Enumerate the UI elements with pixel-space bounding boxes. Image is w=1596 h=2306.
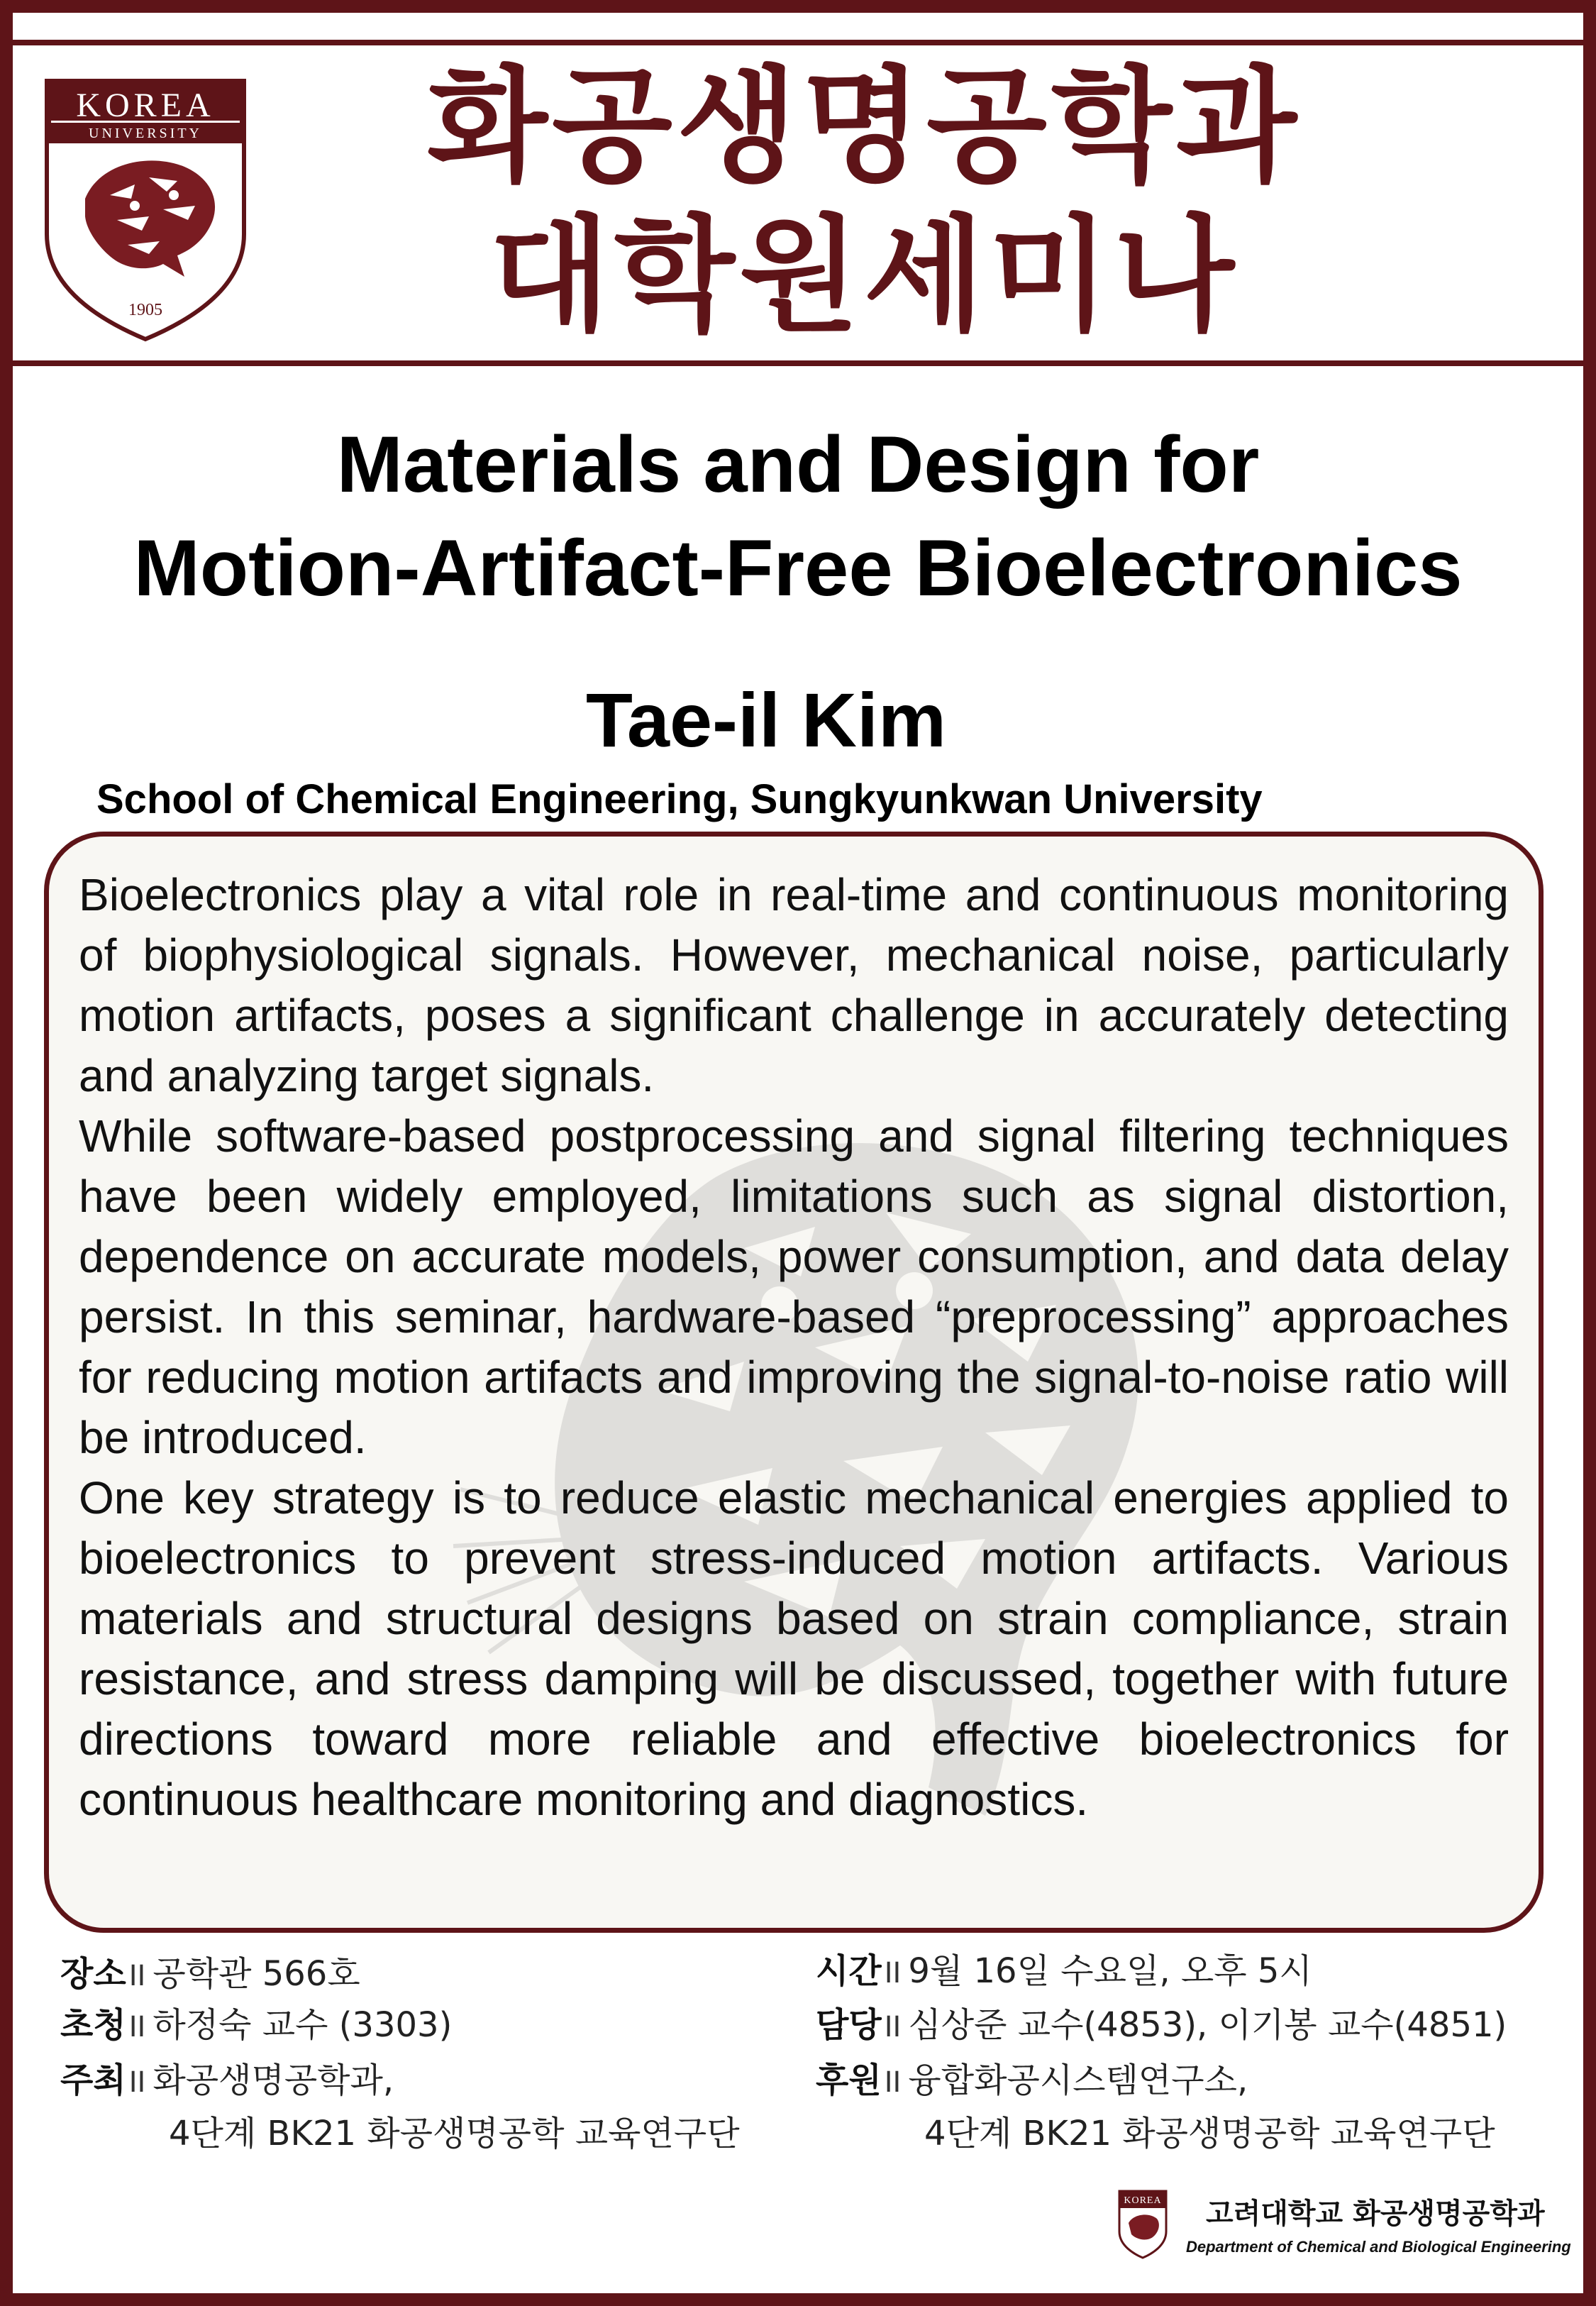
info-separator: II bbox=[128, 2011, 146, 2043]
logo-year-text: 1905 bbox=[128, 301, 162, 319]
info-contact-label: 담당 bbox=[816, 2005, 882, 2045]
info-time-value: 9월 16일 수요일, 오후 5시 bbox=[908, 1951, 1312, 1991]
info-organizer-line2: 4단계 BK21 화공생명공학 교육연구단 bbox=[169, 2114, 740, 2153]
info-organizer bbox=[60, 2055, 740, 2159]
info-separator: II bbox=[128, 2066, 146, 2099]
logo-korea-text: KOREA bbox=[76, 87, 215, 124]
footer-department-korean: 고려대학교 화공생명공학과 bbox=[1206, 2197, 1545, 2230]
talk-title-line1: Materials and Design for bbox=[336, 420, 1260, 509]
info-separator: II bbox=[884, 2011, 902, 2043]
info-sponsor-label: 후원 bbox=[816, 2060, 882, 2100]
footer-logo-icon bbox=[1117, 2189, 1168, 2260]
info-contact-value: 심상준 교수(4853), 이기봉 교수(4851) bbox=[908, 2005, 1507, 2045]
korea-university-shield-icon bbox=[43, 78, 248, 342]
info-separator: II bbox=[884, 1957, 902, 1990]
header-title bbox=[268, 53, 1460, 351]
info-organizer-label: 주최 bbox=[60, 2060, 126, 2100]
speaker-affiliation: School of Chemical Engineering, Sungkyunkwan University bbox=[96, 776, 1263, 822]
info-host-value: 하정숙 교수 (3303) bbox=[153, 2005, 453, 2045]
info-host bbox=[60, 1999, 452, 2053]
info-organizer-line1: 화공생명공학과, bbox=[153, 2060, 394, 2100]
header-title-line2: 대학원세미나 bbox=[489, 203, 1239, 348]
abstract-paragraph: While software-based postprocessing and signal filtering techniques have been widely employed, limitations such as signal distortion, dependence on accurate models, power consumption, and data delay persist. In this seminar, hardware-based “preprocessing” approaches for reducing motion artifacts and improving the signal-to-noise ratio will be introduced. bbox=[79, 1110, 1509, 1463]
header-title-line1: 화공생명공학과 bbox=[426, 54, 1302, 199]
info-contact bbox=[816, 1999, 1507, 2053]
info-place bbox=[60, 1948, 360, 2002]
talk-title-line2: Motion-Artifact-Free Bioelectronics bbox=[133, 524, 1463, 612]
abstract-box bbox=[44, 832, 1544, 1933]
info-sponsor-line2: 4단계 BK21 화공생명공학 교육연구단 bbox=[924, 2114, 1495, 2153]
info-sponsor bbox=[816, 2055, 1495, 2159]
speaker-name: Tae-il Kim bbox=[585, 677, 947, 763]
header bbox=[13, 45, 1583, 366]
abstract-paragraph: Bioelectronics play a vital role in real-time and continuous monitoring of biophysiological signals. However, mechanical noise, particularly motion artifacts, poses a significant challenge in accurately detecting and analyzing target signals. bbox=[79, 869, 1509, 1101]
abstract-paragraph: One key strategy is to reduce elastic mechanical energies applied to bioelectronics to prevent stress-induced motion artifacts. Various materials and structural designs based on strain compliance, strain resistance, and stress damping will be discussed, together with future directions toward more reliable and effective bioelectronics for continuous healthcare monitoring and diagnostics. bbox=[79, 1472, 1509, 1825]
info-time bbox=[816, 1946, 1312, 1999]
info-sponsor-line1: 융합화공시스템연구소, bbox=[908, 2060, 1248, 2100]
info-place-value: 공학관 566호 bbox=[153, 1954, 360, 1994]
info-separator: II bbox=[884, 2066, 902, 2099]
info-place-label: 장소 bbox=[60, 1954, 126, 1994]
footer-department-english: Department of Chemical and Biological Engineering bbox=[1186, 2238, 1571, 2256]
info-host-label: 초청 bbox=[60, 2005, 126, 2045]
talk-title bbox=[0, 413, 1596, 620]
abstract-text bbox=[49, 837, 1539, 1830]
logo-university-text: UNIVERSITY bbox=[89, 126, 202, 141]
footer-logo-text: KOREA bbox=[1124, 2195, 1162, 2206]
info-separator: II bbox=[128, 1960, 146, 1992]
info-time-label: 시간 bbox=[816, 1951, 882, 1991]
